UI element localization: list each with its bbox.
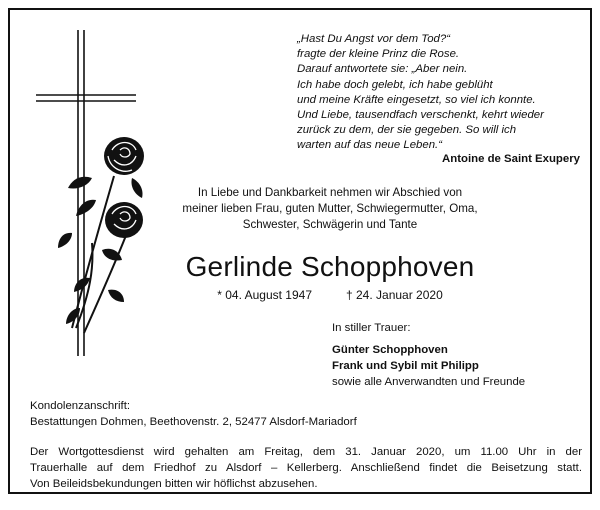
quote-line: warten auf das neue Leben.“ bbox=[297, 139, 443, 152]
birth-date: * 04. August 1947 bbox=[217, 288, 312, 302]
mourners-label: In stiller Trauer: bbox=[332, 322, 411, 334]
condolence-label: Kondolenzanschrift: bbox=[30, 400, 131, 412]
quote-line: Und Liebe, tausendfach verschenkt, kehrt wieder bbox=[297, 109, 544, 122]
obituary-card bbox=[8, 8, 592, 494]
quote-line: und meine Kräfte eingesetzt, so viel ich konnte. bbox=[297, 93, 536, 106]
intro-text bbox=[160, 185, 500, 233]
intro-line: meiner lieben Frau, guten Mutter, Schwiegermutter, Oma, bbox=[182, 202, 478, 215]
service-line: Von Beileidsbekundungen bitten wir höflichst abzusehen. bbox=[30, 478, 318, 490]
intro-line: Schwester, Schwägerin und Tante bbox=[242, 218, 418, 231]
quote-line: zurück zu dem, der sie gegeben. So will ich bbox=[297, 124, 517, 137]
quote-block bbox=[297, 32, 587, 154]
service-line: Der Wortgottesdienst wird gehalten am Freitag, dem 31. Januar 2020, um 11.00 Uhr in der bbox=[30, 446, 582, 458]
mourner-name: Günter Schopphoven bbox=[332, 344, 448, 356]
service-notice bbox=[30, 444, 582, 492]
life-dates bbox=[150, 288, 510, 302]
quote-author: Antoine de Saint Exupery bbox=[442, 153, 580, 165]
intro-line: In Liebe und Dankbarkeit nehmen wir Abschied von bbox=[197, 186, 463, 199]
quote-line: „Hast Du Angst vor dem Tod?“ bbox=[297, 33, 450, 45]
mourner-name: Frank und Sybil mit Philipp bbox=[332, 360, 479, 372]
mourners-others: sowie alle Anverwandten und Freunde bbox=[332, 376, 526, 388]
death-date: † 24. Januar 2020 bbox=[346, 288, 443, 302]
service-line: Trauerhalle auf dem Friedhof zu Alsdorf – Kellerberg. Anschließend findet die Beisetzung statt. bbox=[30, 462, 582, 474]
quote-line: Ich habe doch gelebt, ich habe geblüht bbox=[297, 78, 493, 91]
cross-with-roses-icon bbox=[32, 28, 152, 358]
mourners-block bbox=[332, 320, 592, 390]
condolence-address: Bestattungen Dohmen, Beethovenstr. 2, 52477 Alsdorf-Mariadorf bbox=[30, 416, 357, 428]
quote-line: fragte der kleine Prinz die Rose. bbox=[297, 48, 460, 61]
deceased-name: Gerlinde Schopphoven bbox=[185, 251, 475, 282]
quote-line: Darauf antwortete sie: „Aber nein. bbox=[297, 63, 468, 76]
condolence-block bbox=[30, 398, 570, 430]
